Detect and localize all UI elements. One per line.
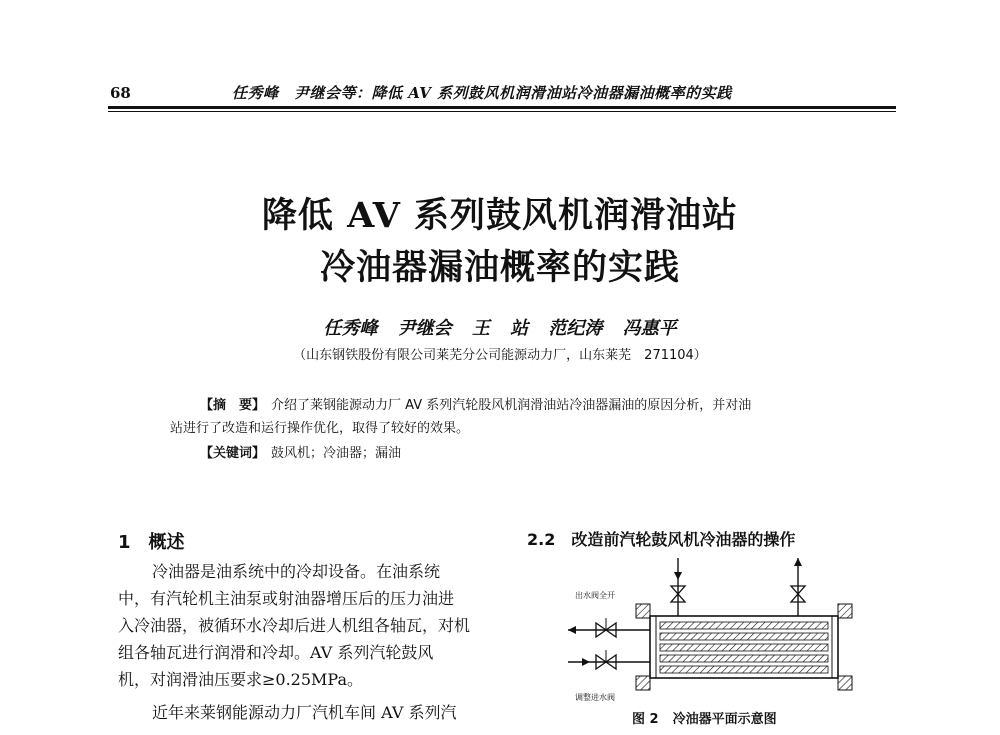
tube-sheet-bottom-right [838, 676, 852, 690]
abstract-text-line-1: 介绍了莱钢能源动力厂 AV 系列汽轮股风机润滑油站冷油器漏油的原因分析，并对油 [271, 398, 752, 413]
section-title: 概述 [148, 532, 185, 553]
abstract-label: 【摘 要】 [200, 398, 266, 413]
section-number: 1 [118, 532, 131, 553]
subsection-title: 改造前汽轮鼓风机冷油器的操作 [571, 530, 796, 549]
tube-bundle [660, 622, 828, 673]
subsection-number: 2.2 [527, 530, 556, 549]
abstract [200, 396, 900, 416]
water-outlet-pipe [568, 618, 650, 637]
tube-sheet-top-right [838, 604, 852, 618]
keywords-text: 鼓风机；冷油器；漏油 [271, 446, 402, 461]
figure-number: 图 2 [632, 712, 659, 727]
paragraph-line: 冷油器是油系统中的冷却设备。在油系统 [152, 562, 441, 581]
subsection-heading [527, 527, 795, 550]
page-number: 68 [110, 84, 131, 102]
paragraph-line: 组各轴瓦进行润滑和冷却。AV 系列汽轮鼓风 [118, 643, 434, 662]
paragraph-line: 机，对润滑油压要求≥0.25MPa。 [118, 670, 364, 689]
header-rule [108, 106, 896, 109]
water-inlet-pipe [568, 650, 650, 669]
figure-label-outlet-valve: 出水阀全开 [575, 591, 615, 600]
top-right-pipe [791, 558, 805, 616]
tube-sheet-bottom-left [636, 676, 650, 690]
figure-caption [632, 708, 777, 727]
paragraph-line: 近年来莱钢能源动力厂汽机车间 AV 系列汽 [152, 703, 457, 722]
tube-sheet-top-left [636, 604, 650, 618]
keywords-label: 【关键词】 [200, 446, 266, 461]
article-title-line-2: 冷油器漏油概率的实践 [319, 247, 680, 288]
authors: 任秀峰 尹继会 王 站 范纪涛 冯惠平 [323, 318, 677, 339]
oil-cooler-diagram [560, 558, 860, 708]
section-heading [118, 528, 185, 554]
keywords [200, 444, 900, 464]
paragraph-line: 中，有汽轮机主油泵或射油器增压后的压力油进 [118, 589, 455, 608]
abstract-text-line-2: 站进行了改造和运行操作优化，取得了较好的效果。 [170, 421, 470, 436]
running-header-title: 任秀峰 尹继会等：降低 AV 系列鼓风机润滑油站冷油器漏油概率的实践 [232, 84, 732, 102]
article-title-line-1: 降低 AV 系列鼓风机润滑油站 [261, 195, 739, 236]
figure-caption-text: 冷油器平面示意图 [672, 712, 777, 727]
figure-label-inlet-valve: 调整进水阀 [575, 693, 615, 702]
top-left-pipe [671, 558, 685, 616]
paragraph-line: 入冷油器，被循环水冷却后进人机组各轴瓦，对机 [118, 616, 471, 635]
header-rule-thin [108, 111, 896, 112]
affiliation: （山东钢铁股份有限公司莱芜分公司能源动力厂，山东莱芜 271104） [293, 348, 707, 363]
